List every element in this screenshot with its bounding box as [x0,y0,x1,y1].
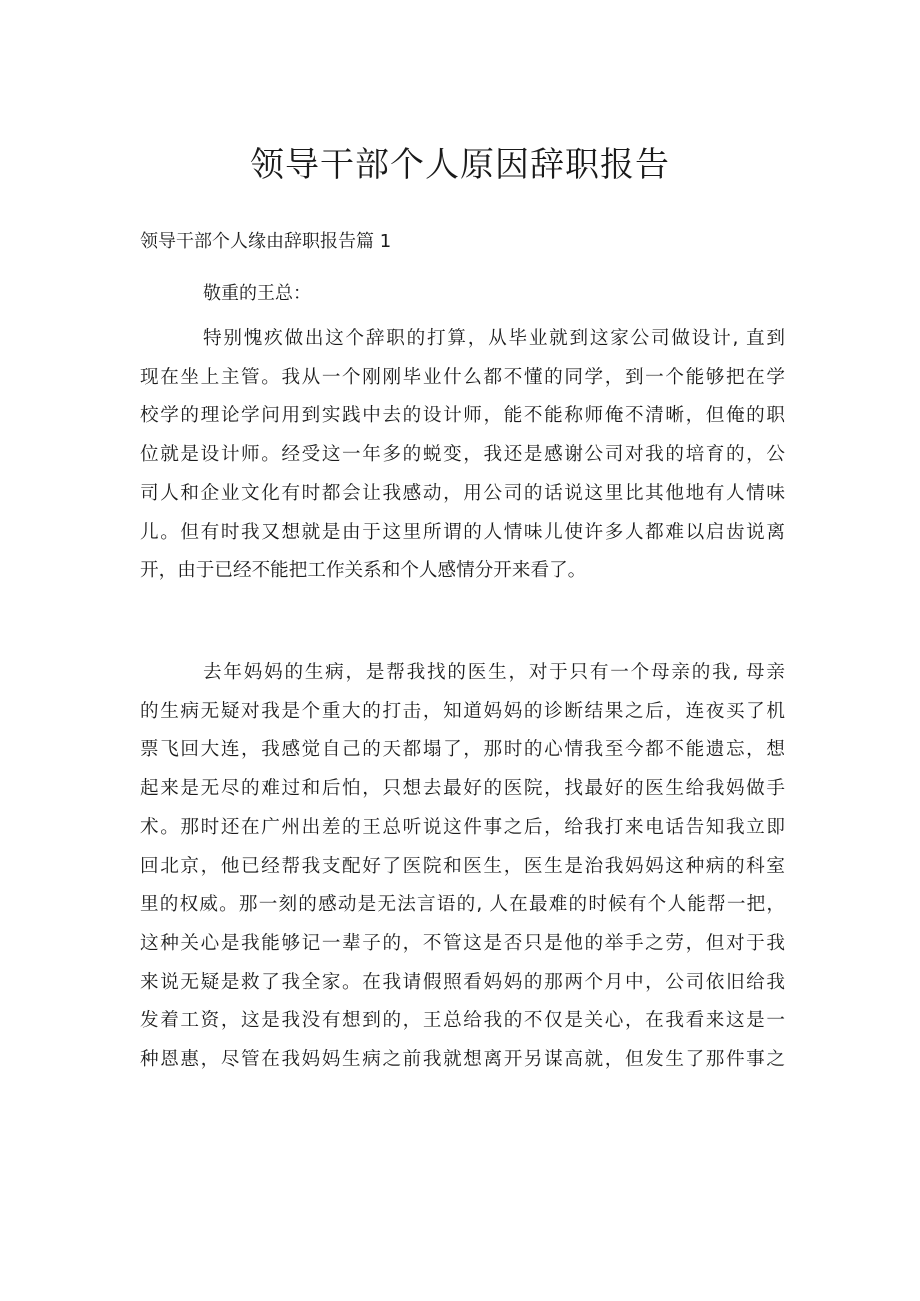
paragraph-line: 司人和企业文化有时都会让我感动，用公司的话说这里比其他地有人情味 [140,482,785,504]
paragraph-line: 现在坐上主管。我从一个刚刚毕业什么都不懂的同学，到一个能够把在学 [140,366,785,388]
paragraph-line: 里的权威。那一刻的感动是无法言语的, 人在最难的时候有个人能帮一把， [140,894,785,916]
paragraph-line: 发着工资，这是我没有想到的，王总给我的不仅是关心，在我看来这是一 [140,1010,785,1032]
document-title: 领导干部个人原因辞职报告 [250,145,670,185]
paragraph-line: 的生病无疑对我是个重大的打击，知道妈妈的诊断结果之后，连夜买了机 [140,700,785,722]
paragraph-line: 回北京，他已经帮我支配好了医院和医生，医生是治我妈妈这种病的科室 [140,855,785,877]
paragraph-line: 票飞回大连，我感觉自己的天都塌了，那时的心情我至今都不能遗忘，想 [140,739,785,761]
paragraph-line: 起来是无尽的难过和后怕，只想去最好的医院，找最好的医生给我妈做手 [140,778,785,800]
paragraph-line: 来说无疑是救了我全家。在我请假照看妈妈的那两个月中，公司依旧给我 [140,971,785,993]
paragraph-line: 特别愧疚做出这个辞职的打算，从毕业就到这家公司做设计, 直到 [203,328,785,349]
paragraph-line: 去年妈妈的生病，是帮我找的医生，对于只有一个母亲的我, 母亲 [203,662,785,683]
paragraph-1 [140,320,785,591]
paragraph-line: 术。那时还在广州出差的王总听说这件事之后，给我打来电话告知我立即 [140,816,785,838]
paragraph-line: 位就是设计师。经受这一年多的蜕变，我还是感谢公司对我的培育的，公 [140,444,785,466]
paragraph-line: 开，由于已经不能把工作关系和个人感情分开来看了。 [140,560,587,582]
paragraph-line: 这种关心是我能够记一辈子的，不管这是否只是他的举手之劳，但对于我 [140,932,785,954]
paragraph-line: 儿。但有时我又想就是由于这里所谓的人情味儿使许多人都难以启齿说离 [140,521,785,543]
paragraph-line: 种恩惠，尽管在我妈妈生病之前我就想离开另谋高就，但发生了那件事之 [140,1049,785,1071]
section-heading: 领导干部个人缘由辞职报告篇 1 [140,231,392,252]
paragraph-2 [140,654,785,1080]
paragraph-line: 校学的理论学问用到实践中去的设计师，能不能称师俺不清晰，但俺的职 [140,405,785,427]
salutation: 敬重的王总： [203,283,311,304]
